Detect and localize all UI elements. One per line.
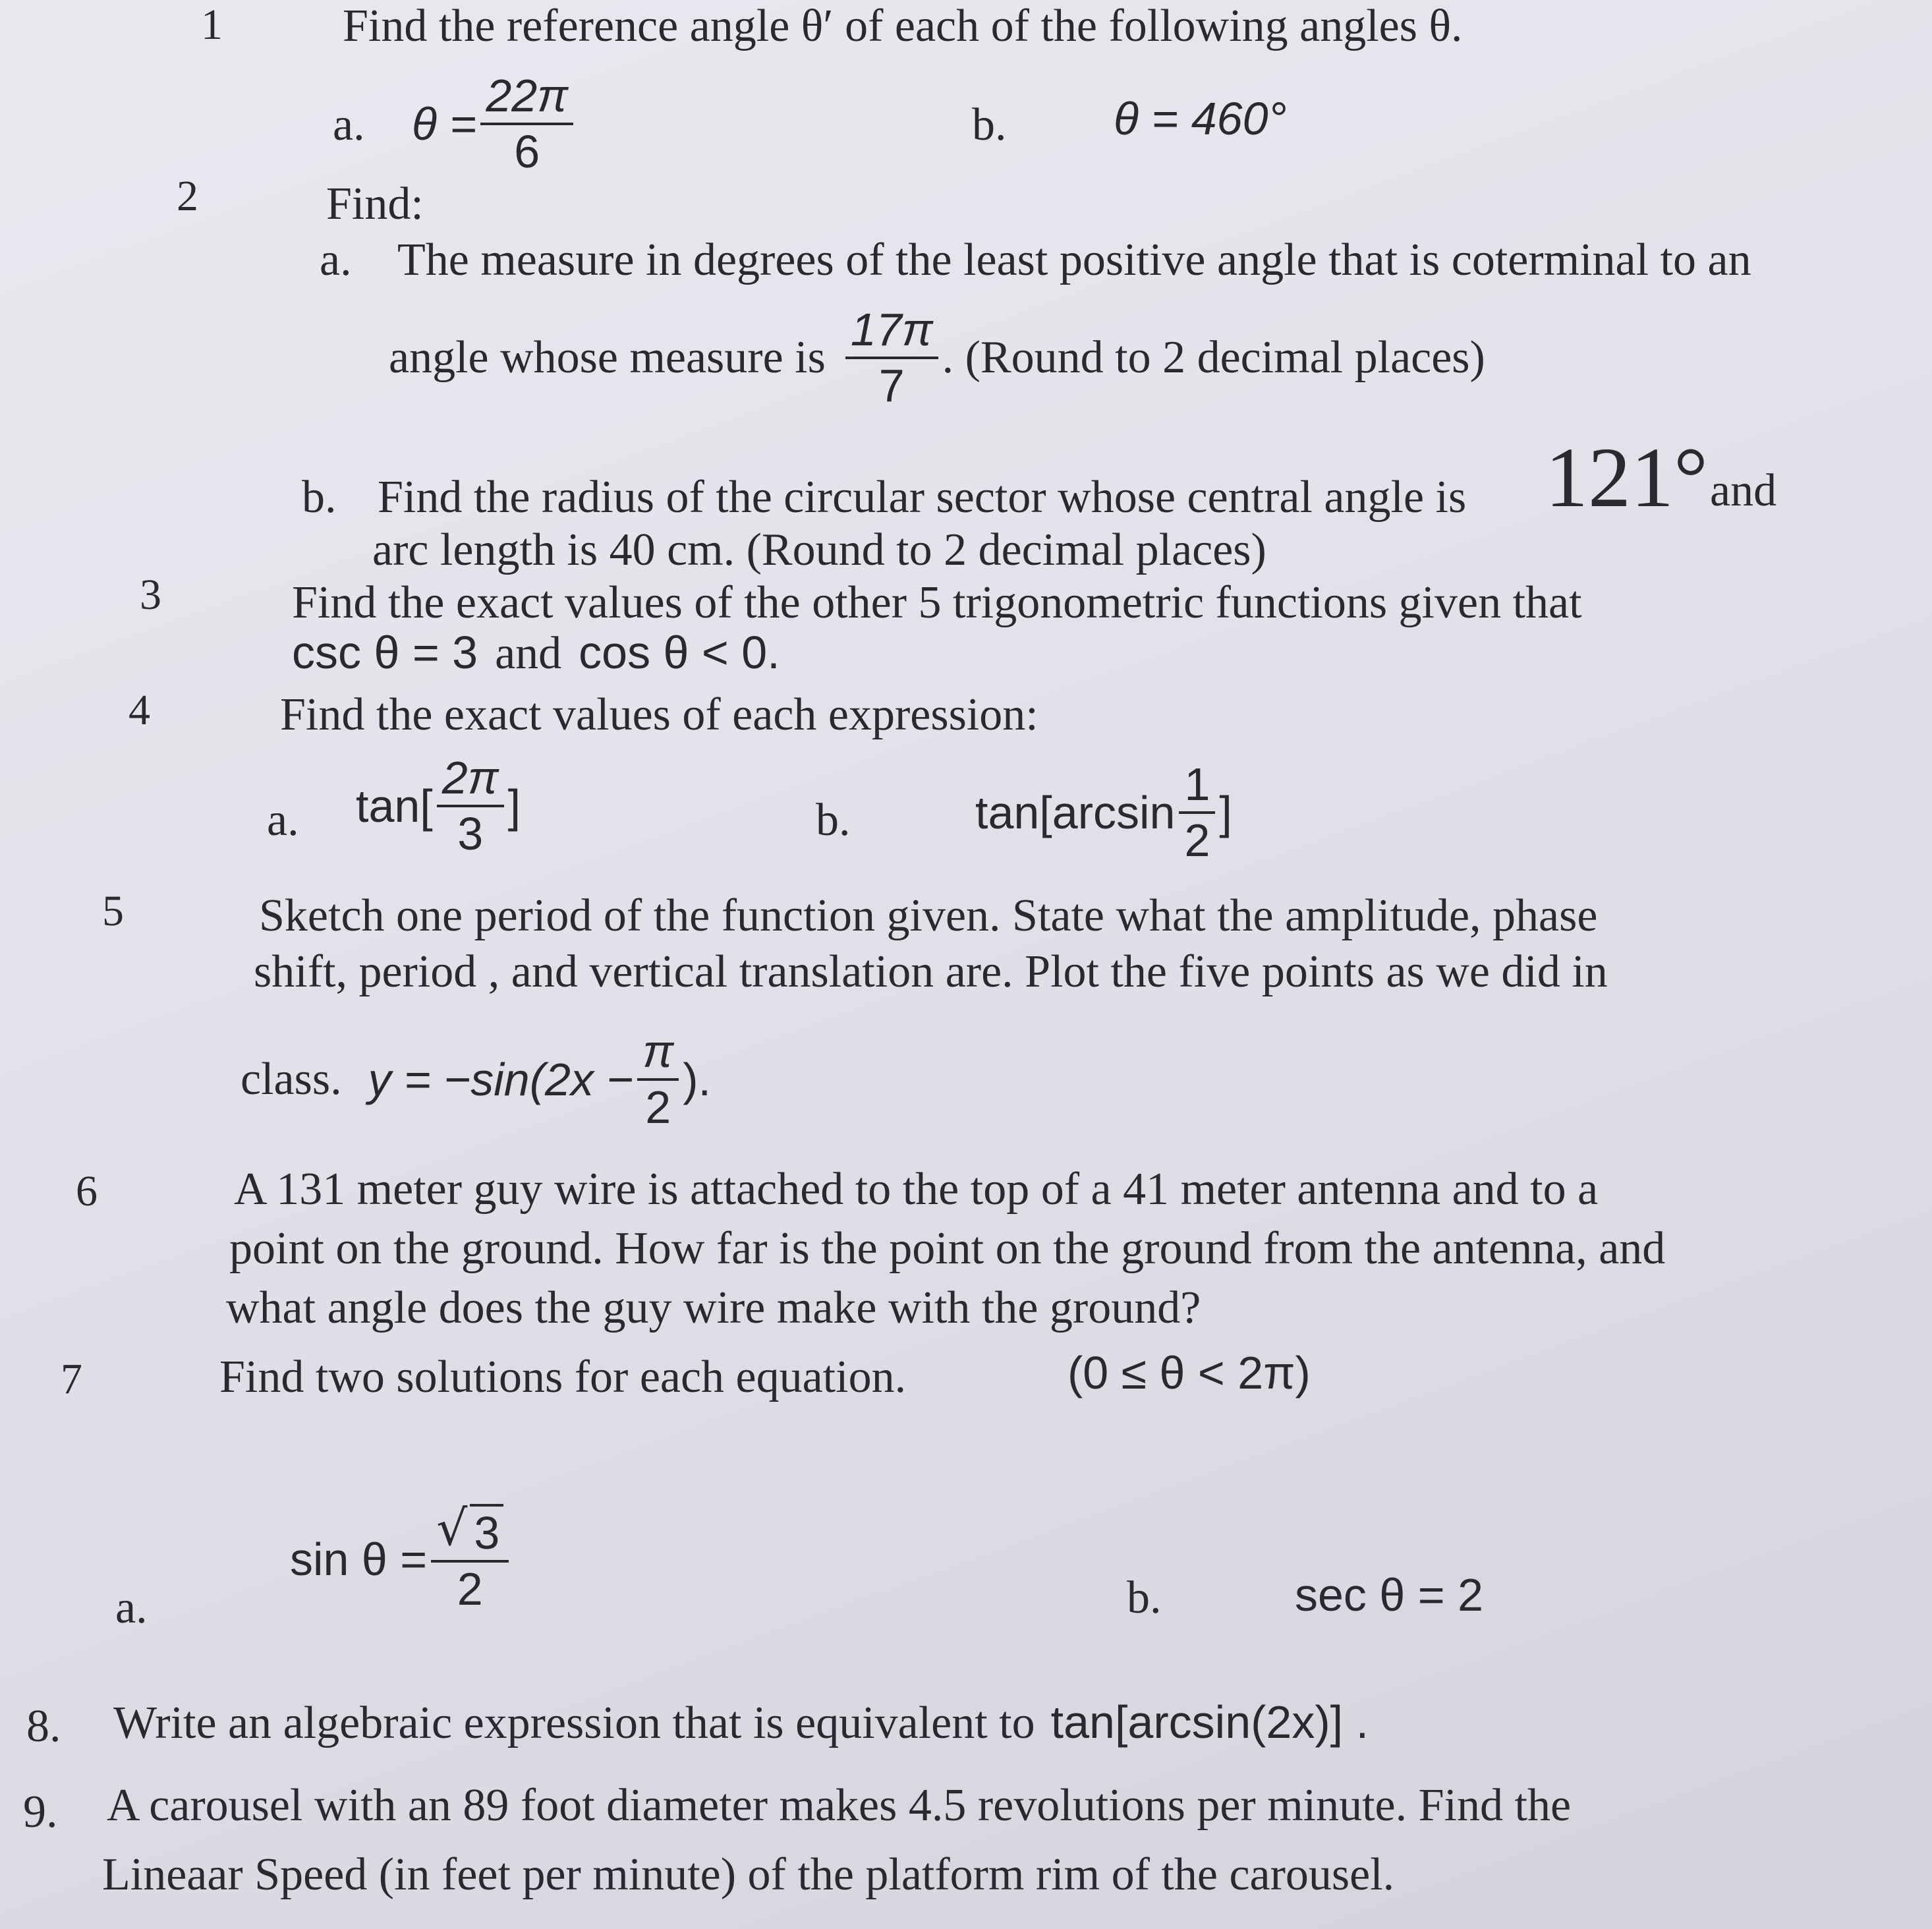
q7-text: Find two solutions for each equation.	[219, 1352, 907, 1402]
q7a-fraction	[431, 1500, 509, 1615]
q3-cos: cos θ < 0.	[579, 627, 780, 678]
q8-text: Write an algebraic expression that is equivalent to	[113, 1698, 1035, 1748]
q2a-denominator: 7	[878, 359, 905, 411]
q7-range: (0 ≤ θ < 2π)	[1067, 1347, 1311, 1398]
q4a-expression	[356, 751, 521, 860]
q2b-text: Find the radius of the circular sector whose central angle is	[378, 472, 1467, 523]
q5-number: 5	[102, 887, 124, 935]
q2b-text2: arc length is 40 cm. (Round to 2 decimal places)	[372, 525, 1266, 575]
q4b-denominator: 2	[1184, 814, 1210, 866]
q6-number: 6	[76, 1167, 98, 1215]
q2a-fraction	[845, 303, 938, 412]
q5-fraction	[637, 1025, 679, 1134]
q2b-angle: 121°	[1545, 430, 1708, 525]
q7b-label: b.	[1127, 1572, 1162, 1623]
q4a-denominator: 3	[457, 807, 484, 859]
q8-line	[113, 1696, 1369, 1748]
q1a-fraction	[480, 69, 573, 178]
q5-text3: class.	[241, 1053, 342, 1105]
q4b-numerator: 1	[1184, 759, 1210, 810]
q1a-expression	[412, 69, 577, 178]
q6-text3: what angle does the guy wire make with the ground?	[226, 1282, 1201, 1333]
q3-text: Find the exact values of the other 5 trigonometric functions given that	[292, 577, 1582, 628]
q2a-text2: angle whose measure is	[389, 331, 826, 383]
q1-text: Find the reference angle θ′ of each of the following angles θ.	[343, 1, 1463, 51]
q7a-denominator: 2	[457, 1563, 483, 1615]
q7a-radicand: 3	[470, 1504, 503, 1560]
q7a-numerator-wrap	[431, 1500, 509, 1560]
q6-text: A 131 meter guy wire is attached to the top of a 41 meter antenna and to a	[234, 1164, 1599, 1215]
q8-expression: tan[arcsin(2x)] .	[1050, 1696, 1369, 1748]
q4b-pre: tan[arcsin	[975, 786, 1176, 838]
q5-text2: shift, period , and vertical translation are. Plot the five points as we did in	[254, 946, 1608, 997]
q1-number: 1	[201, 1, 223, 49]
q5-text: Sketch one period of the function given. State what the amplitude, phase	[259, 890, 1598, 941]
q5-numerator: π	[642, 1025, 674, 1077]
q9-number: 9.	[23, 1787, 58, 1837]
q7-number: 7	[61, 1355, 82, 1403]
q4b-expression	[975, 758, 1232, 867]
q3-csc: csc θ = 3	[292, 627, 478, 678]
q2a-label: a.	[320, 235, 352, 285]
q7a-label: a.	[115, 1582, 148, 1633]
q1b-label: b.	[972, 100, 1007, 150]
q2a-text: The measure in degrees of the least positive angle that is coterminal to an	[397, 235, 1751, 285]
q2a-numerator: 17π	[850, 304, 933, 355]
q1a-label: a.	[333, 100, 365, 150]
q6-text2: point on the ground. How far is the point on the ground from the antenna, and	[229, 1223, 1666, 1274]
q4b-fraction	[1179, 758, 1215, 867]
q1a-denominator: 6	[514, 125, 540, 177]
q2b-label: b.	[302, 472, 337, 523]
q5-denominator: 2	[645, 1081, 671, 1133]
q7a-lhs: sin θ =	[290, 1533, 428, 1585]
sqrt-icon: √	[436, 1500, 468, 1557]
q4b-post: ]	[1219, 786, 1232, 838]
q4a-label: a.	[267, 795, 299, 846]
q1b-expression: θ = 460°	[1114, 93, 1287, 144]
q1a-numerator: 22π	[486, 70, 569, 121]
q2-text: Find:	[326, 179, 424, 229]
q2a-line2	[389, 303, 1485, 412]
q5-expr-post: ).	[683, 1053, 711, 1105]
q4a-numerator: 2π	[441, 752, 499, 803]
q3-number: 3	[140, 571, 161, 619]
q2b-and: and	[1710, 465, 1777, 516]
q9-text2: Lineaar Speed (in feet per minute) of the platform rim of the carousel.	[102, 1849, 1395, 1900]
q4-text: Find the exact values of each expression:	[280, 689, 1038, 740]
q4a-post: ]	[507, 780, 521, 832]
q9-text: A carousel with an 89 foot diameter makes 4.5 revolutions per minute. Find the	[107, 1780, 1572, 1831]
q8-number: 8.	[26, 1701, 61, 1752]
q2-number: 2	[177, 172, 198, 220]
q4-number: 4	[128, 686, 150, 734]
q1a-lhs: θ =	[412, 98, 477, 150]
q5-line3	[241, 1025, 711, 1134]
q7b-expression: sec θ = 2	[1295, 1569, 1484, 1621]
q3-and: and	[495, 628, 562, 679]
q7a-expression	[290, 1500, 513, 1615]
q4a-pre: tan[	[356, 780, 433, 832]
q4b-label: b.	[816, 795, 851, 846]
q5-expr-pre: y = −sin(2x −	[368, 1053, 634, 1105]
q3-condition	[292, 629, 780, 677]
q2a-tail: . (Round to 2 decimal places)	[942, 331, 1485, 383]
q4a-fraction	[437, 751, 504, 860]
